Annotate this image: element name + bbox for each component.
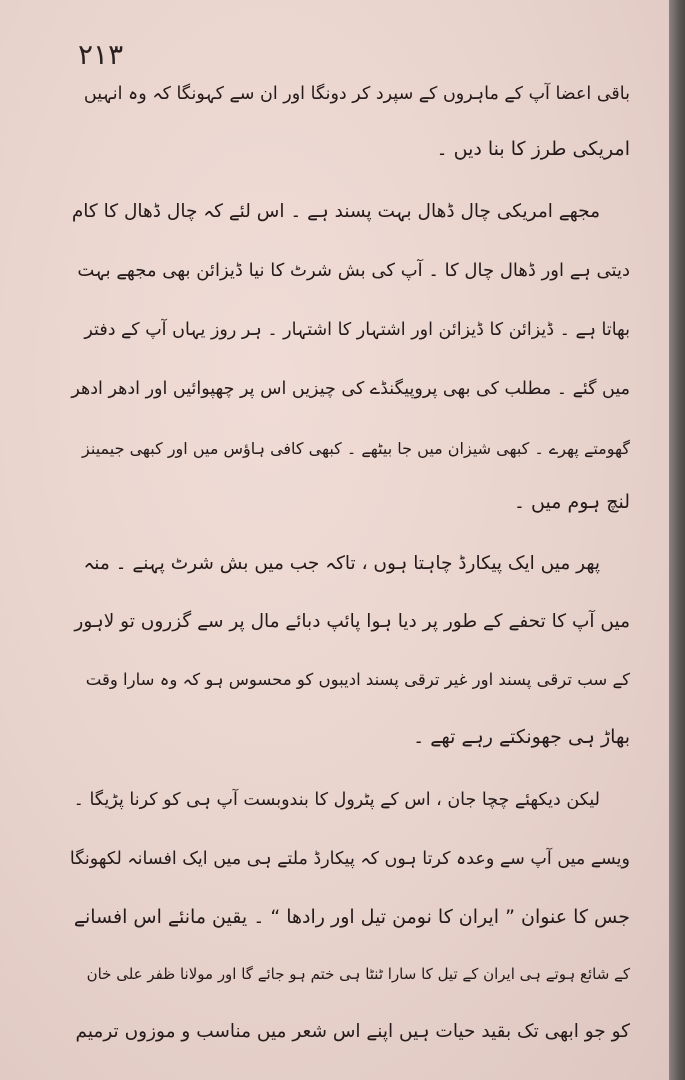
text-line: امریکی طرز کا بنا دیں ۔ — [436, 138, 630, 160]
text-line: بھاڑ ہی جھونکتے رہے تھے ۔ — [413, 726, 630, 748]
text-line: لیکن دیکھئے چچا جان ، اس کے پٹرول کا بندوبست آپ ہی کو کرنا پڑیگا ۔ — [73, 790, 600, 810]
text-line: پھر میں ایک پیکارڈ چاہتا ہوں ، تاکہ جب میں بش شرٹ پہنے ۔ منہ — [83, 553, 600, 574]
text-line: ویسے میں آپ سے وعدہ کرتا ہوں کہ پیکارڈ ملتے ہی میں ایک افسانہ لکھونگا — [69, 849, 630, 869]
text-line: میں گئے ۔ مطلب کی بھی پروپیگنڈے کی چیزیں اس پر چھپوائیں اور ادھر ادھر — [71, 379, 630, 399]
text-line: میں آپ کا تحفے کے طور پر دیا ہوا پائپ دبائے مال پر سے گزروں تو لاہور — [74, 611, 630, 632]
text-line: کے شائع ہوتے ہی ایران کے تیل کا سارا ٹنٹا ہی ختم ہو جائے گا اور مولانا ظفر علی خان — [86, 965, 630, 983]
text-line: گھومتے پھرے ۔ کبھی شیزان میں جا بیٹھے ۔ کبھی کافی ہاؤس میں اور کبھی جیمینز — [82, 439, 630, 458]
page-edge-shadow — [669, 0, 685, 1080]
text-line: لنچ ہوم میں ۔ — [513, 491, 630, 513]
text-line: باقی اعضا آپ کے ماہروں کے سپرد کر دونگا اور ان سے کہونگا کہ وہ انہیں — [83, 84, 630, 104]
page-number: ۲۱۳ — [78, 38, 124, 71]
text-line: کو جو ابھی تک بقید حیات ہیں اپنے اس شعر میں مناسب و موزوں ترمیم — [75, 1021, 630, 1042]
text-line: دیتی ہے اور ڈھال چال کا ۔ آپ کی بش شرٹ کا نیا ڈیزائن بھی مجھے بہت — [77, 260, 630, 281]
text-line: جس کا عنوان ” ایران کا نومن تیل اور رادھا “ ۔ یقین مانئے اس افسانے — [73, 906, 630, 928]
text-line: بھاتا ہے ۔ ڈیزائن کا ڈیزائن اور اشتہار کا اشتہار ۔ ہر روز یہاں آپ کے دفتر — [84, 320, 630, 340]
text-line: کے سب ترقی پسند اور غیر ترقی پسند ادیبوں کو محسوس ہو کہ وہ سارا وقت — [85, 670, 630, 689]
text-line: مجھے امریکی چال ڈھال بہت پسند ہے ۔ اس لئے کہ چال ڈھال کا کام — [71, 201, 600, 222]
